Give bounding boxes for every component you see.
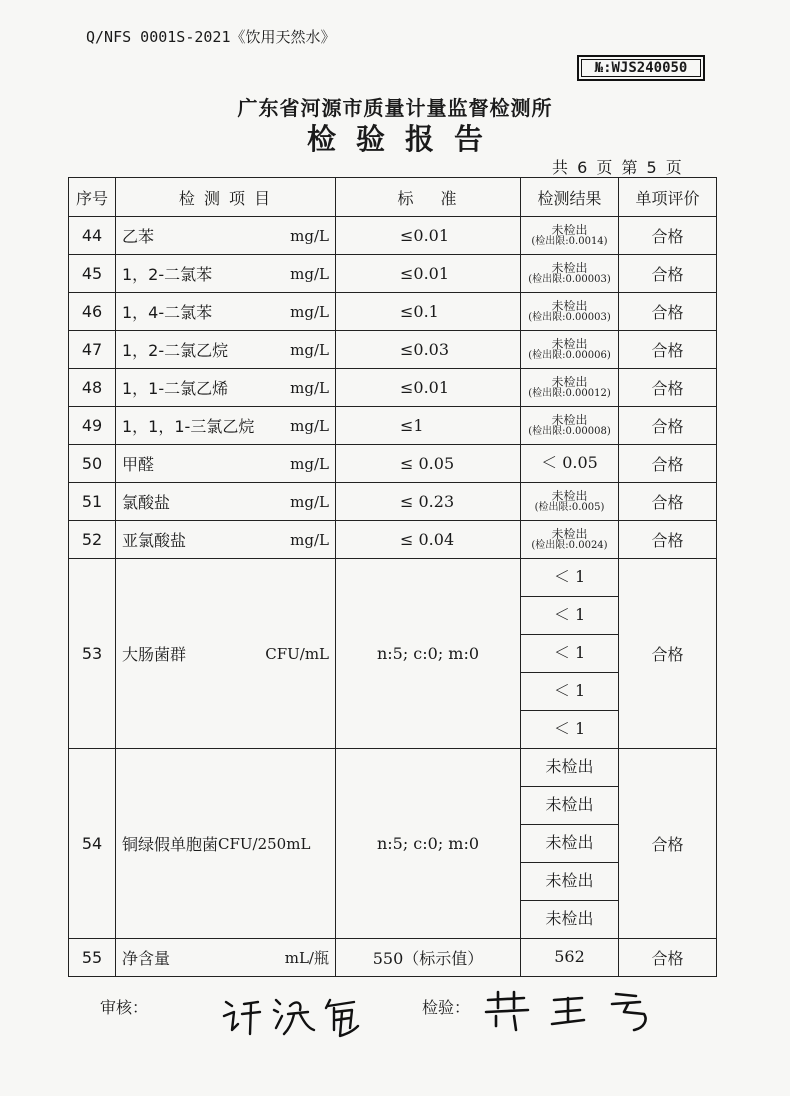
item-name: 亚氯酸盐 (122, 531, 187, 550)
result-cell (521, 293, 619, 331)
standard-cell: 550（标示值） (336, 939, 521, 977)
item-unit: mg/L (290, 264, 329, 283)
standard-cell: ≤ 0.23 (336, 483, 521, 521)
evaluation-cell: 合格 (619, 749, 717, 939)
table-row (69, 331, 717, 369)
evaluation-cell: 合格 (619, 407, 717, 445)
item-cell (116, 407, 336, 445)
result-cell (521, 217, 619, 255)
detection-limit: (检出限:0.0024) (531, 539, 608, 551)
inspection-table (68, 177, 717, 977)
item-unit: mg/L (290, 340, 329, 359)
result-cell (521, 521, 619, 559)
item-cell (116, 445, 336, 483)
column-header-standard: 标 准 (336, 178, 521, 217)
item-name: 甲醛 (122, 455, 155, 474)
result-text: 未检出 (551, 526, 588, 541)
result-text: 未检出 (551, 412, 588, 427)
row-number: 50 (69, 445, 116, 483)
column-header-no: 序号 (69, 178, 116, 217)
item-unit: mL/瓶 (284, 949, 329, 967)
result-cell: 未检出 (521, 749, 619, 787)
result-cell (521, 483, 619, 521)
row-number: 46 (69, 293, 116, 331)
result-text: 未检出 (551, 222, 588, 237)
table-header-row (69, 178, 717, 217)
item-unit: mg/L (290, 454, 329, 473)
result-cell: ＜ 1 (521, 711, 619, 749)
column-header-item: 检 测 项 目 (116, 178, 336, 217)
evaluation-cell: 合格 (619, 445, 717, 483)
table-row (69, 217, 717, 255)
detection-limit: (检出限:0.0014) (531, 235, 608, 247)
evaluation-cell: 合格 (619, 217, 717, 255)
evaluation-cell: 合格 (619, 293, 717, 331)
table-row (69, 407, 717, 445)
inspector-signature (484, 986, 664, 1036)
table-row (69, 521, 717, 559)
organization-name: 广东省河源市质量计量监督检测所 (237, 96, 553, 120)
evaluation-cell: 合格 (619, 369, 717, 407)
table-row (69, 939, 717, 977)
table-row (69, 445, 717, 483)
item-unit: CFU/mL (265, 644, 329, 663)
item-name: 氯酸盐 (122, 493, 171, 512)
standard-cell: ≤0.03 (336, 331, 521, 369)
result-cell (521, 407, 619, 445)
detection-limit: (检出限:0.00003) (528, 311, 611, 323)
result-cell (521, 255, 619, 293)
standard-cell: ≤0.01 (336, 369, 521, 407)
item-name: 1，1，1-三氯乙烷 (122, 417, 255, 436)
result-cell: ＜ 1 (521, 597, 619, 635)
table-row (69, 255, 717, 293)
table-row (69, 749, 717, 787)
standard-cell: n:5; c:0; m:0 (336, 749, 521, 939)
report-title: 检验报告 (306, 122, 503, 156)
item-unit: mg/L (290, 530, 329, 549)
evaluation-cell: 合格 (619, 483, 717, 521)
result-cell (521, 331, 619, 369)
evaluation-cell: 合格 (619, 939, 717, 977)
standard-cell: n:5; c:0; m:0 (336, 559, 521, 749)
column-header-evaluation: 单项评价 (619, 178, 717, 217)
result-cell: 未检出 (521, 863, 619, 901)
item-unit: mg/L (290, 416, 329, 435)
result-text: 未检出 (551, 488, 588, 503)
item-cell (116, 939, 336, 977)
row-number: 52 (69, 521, 116, 559)
evaluation-cell: 合格 (619, 255, 717, 293)
item-unit: mg/L (290, 378, 329, 397)
result-cell: 562 (521, 939, 619, 977)
evaluation-cell: 合格 (619, 559, 717, 749)
item-cell (116, 255, 336, 293)
column-header-result: 检测结果 (521, 178, 619, 217)
item-name: 净含量 (122, 949, 171, 968)
item-name: 1，1-二氯乙烯 (122, 379, 229, 398)
table-row (69, 293, 717, 331)
row-number: 54 (69, 749, 116, 939)
result-cell: ＜ 0.05 (521, 445, 619, 483)
result-text: 未检出 (551, 374, 588, 389)
standard-cell: ≤0.1 (336, 293, 521, 331)
row-number: 51 (69, 483, 116, 521)
detection-limit: (检出限:0.00012) (528, 387, 611, 399)
detection-limit: (检出限:0.00008) (528, 425, 611, 437)
item-cell (116, 521, 336, 559)
table-row (69, 559, 717, 597)
detection-limit: (检出限:0.00006) (528, 349, 611, 361)
detection-limit: (检出限:0.005) (534, 501, 605, 513)
row-number: 47 (69, 331, 116, 369)
item-cell (116, 559, 336, 749)
result-text: 未检出 (551, 298, 588, 313)
result-cell: ＜ 1 (521, 559, 619, 597)
row-number: 45 (69, 255, 116, 293)
standard-cell: ≤0.01 (336, 217, 521, 255)
item-name: 乙苯 (122, 227, 155, 246)
row-number: 44 (69, 217, 116, 255)
result-cell: 未检出 (521, 787, 619, 825)
row-number: 49 (69, 407, 116, 445)
standard-cell: ≤ 0.05 (336, 445, 521, 483)
item-unit: CFU/250mL (218, 834, 311, 853)
item-unit: mg/L (290, 492, 329, 511)
item-cell (116, 749, 336, 939)
table-row (69, 369, 717, 407)
result-text: 未检出 (551, 260, 588, 275)
standard-cell: ≤1 (336, 407, 521, 445)
evaluation-cell: 合格 (619, 521, 717, 559)
item-cell (116, 331, 336, 369)
item-cell (116, 217, 336, 255)
result-cell: 未检出 (521, 825, 619, 863)
report-number: №:WJS240050 (577, 55, 705, 81)
evaluation-cell: 合格 (619, 331, 717, 369)
item-cell (116, 369, 336, 407)
result-text: 未检出 (551, 336, 588, 351)
row-number: 53 (69, 559, 116, 749)
row-number: 48 (69, 369, 116, 407)
item-name: 铜绿假单胞菌 (122, 835, 219, 854)
item-unit: mg/L (290, 226, 329, 245)
item-cell (116, 483, 336, 521)
detection-limit: (检出限:0.00003) (528, 273, 611, 285)
item-cell (116, 293, 336, 331)
result-cell: 未检出 (521, 901, 619, 939)
inspector-label: 检验： (422, 998, 471, 1017)
standard-cell: ≤ 0.04 (336, 521, 521, 559)
item-name: 大肠菌群 (122, 645, 187, 664)
page-info: 共 6 页 第 5 页 (552, 158, 684, 177)
result-cell: ＜ 1 (521, 673, 619, 711)
item-name: 1，2-二氯乙烷 (122, 341, 229, 360)
standard-cell: ≤0.01 (336, 255, 521, 293)
standard-code: Q/NFS 0001S-2021《饮用天然水》 (86, 28, 336, 46)
reviewer-label: 审核： (100, 998, 149, 1017)
reviewer-signature (218, 990, 388, 1040)
result-cell (521, 369, 619, 407)
item-unit: mg/L (290, 302, 329, 321)
result-cell: ＜ 1 (521, 635, 619, 673)
item-name: 1，4-二氯苯 (122, 303, 213, 322)
item-name: 1，2-二氯苯 (122, 265, 213, 284)
row-number: 55 (69, 939, 116, 977)
table-row (69, 483, 717, 521)
